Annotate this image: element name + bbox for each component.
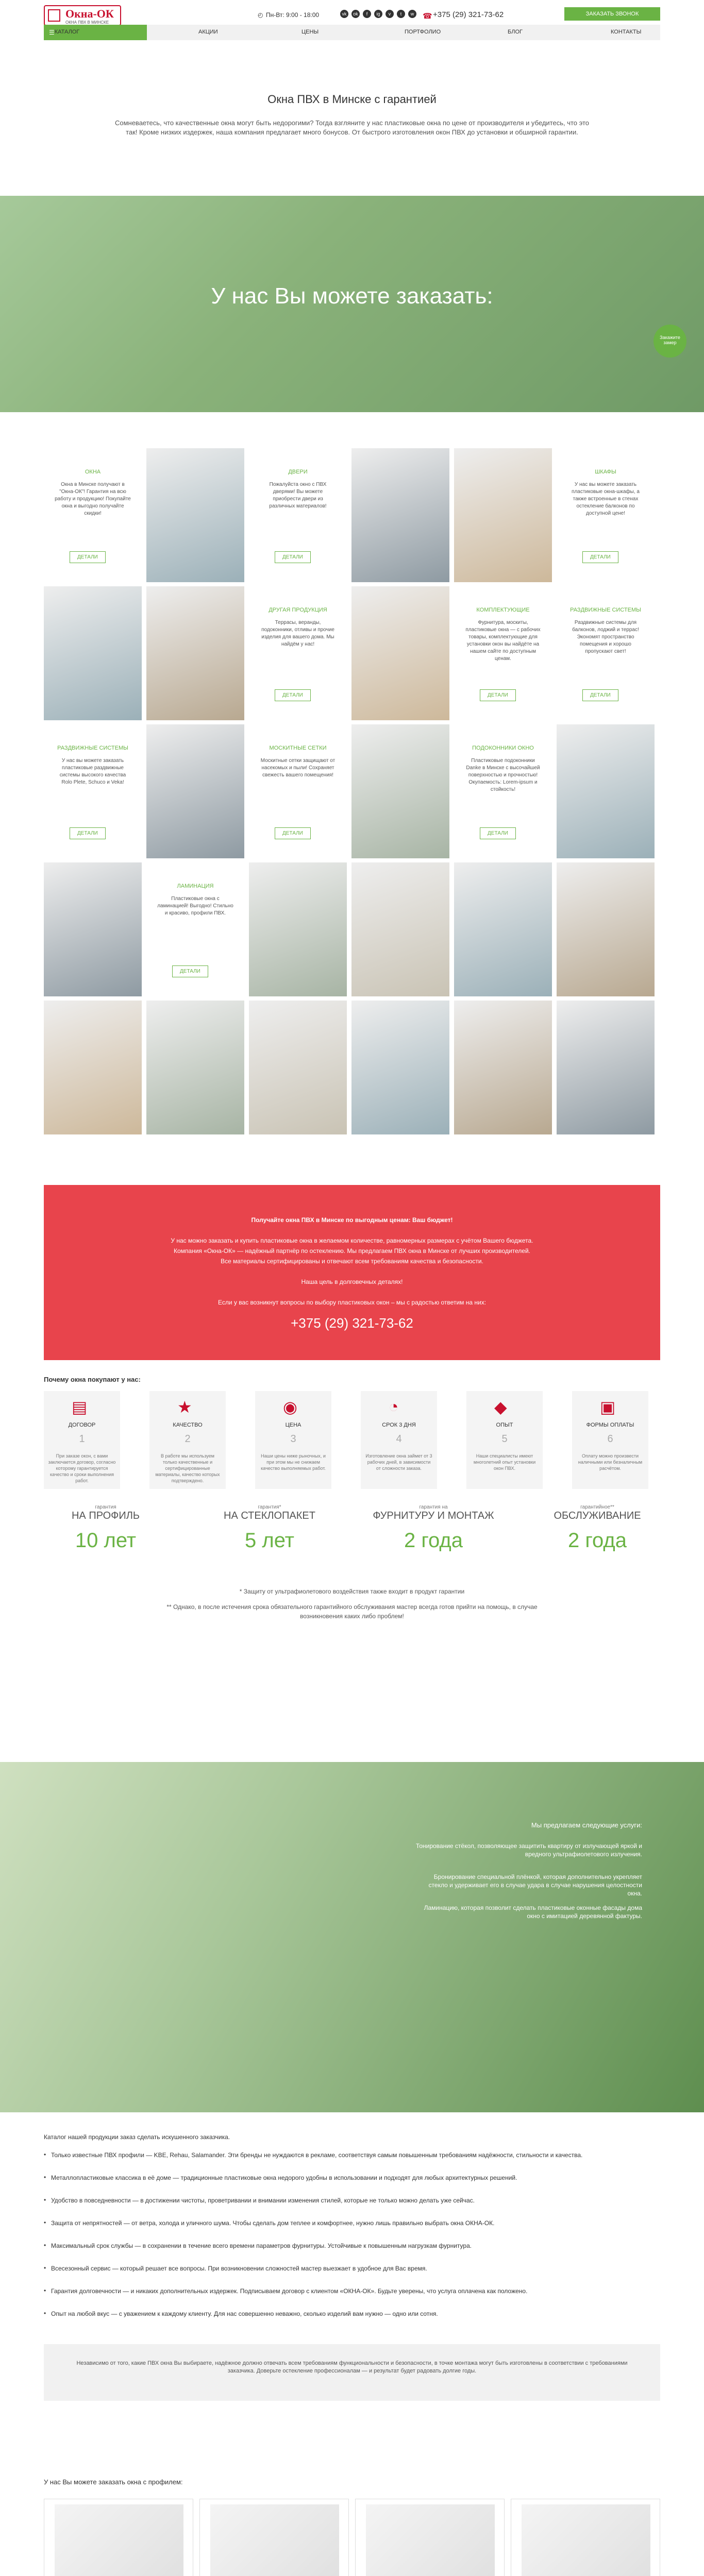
- profiles-title: У нас Вы можете заказать окна с профилем:: [44, 2478, 183, 2486]
- product-title: ДВЕРИ: [288, 469, 308, 475]
- product-desc: У нас вы можете заказать пластиковые окна-шкафы, а также встроенные в стенах остекление балконов по доступной цене!: [572, 482, 640, 516]
- services-title: Мы предлагаем следующие услуги:: [531, 1821, 642, 1829]
- guarantee-title: ОБСЛУЖИВАНИЕ: [554, 1510, 641, 1521]
- feature-label: ДОГОВОР: [68, 1422, 96, 1428]
- feature-label: ФОРМЫ ОПЛАТЫ: [586, 1422, 634, 1428]
- window-profile-image: [366, 2504, 495, 2576]
- intro-title: Окна ПВХ в Минске с гарантией: [267, 93, 437, 106]
- feature-number: 4: [396, 1433, 402, 1445]
- product-photo: [454, 448, 552, 582]
- product-card: [249, 586, 347, 720]
- profile-card: [44, 2499, 193, 2576]
- product-photo: [351, 724, 449, 858]
- guarantee-note-2: ** Однако, в после истечения срока обязательного гарантийного обслуживания мастер всегда готов прийти на помощь, в случае возникновения каких либо проблем!: [166, 1603, 538, 1620]
- product-details-button[interactable]: ДЕТАЛИ: [480, 827, 516, 839]
- nav-item-prices[interactable]: ЦЕНЫ: [301, 29, 319, 35]
- product-card: [454, 724, 552, 858]
- bullet-icon: •: [44, 2151, 46, 2158]
- product-details-button[interactable]: ДЕТАЛИ: [70, 827, 106, 839]
- diamond-icon: ◆: [494, 1398, 507, 1416]
- profile-card: [355, 2499, 505, 2576]
- product-desc: Пожалуйста окно с ПВХ дверями! Вы можете приобрести двери из различных материалов!: [269, 482, 327, 509]
- product-details-button[interactable]: ДЕТАЛИ: [172, 965, 208, 977]
- product-desc: Пластиковые окна с ламинацией! Выгодно! Стильно и красиво, профили ПВХ.: [157, 896, 233, 916]
- product-photo: [44, 586, 142, 720]
- logo-title: Окна-ОК: [65, 7, 114, 20]
- product-photo: [146, 1001, 244, 1134]
- telegram-icon[interactable]: t: [397, 10, 405, 18]
- guarantee-kicker: гарантия: [95, 1504, 116, 1510]
- feature-number: 2: [185, 1433, 191, 1445]
- product-photo: [351, 448, 449, 582]
- feature-card: [149, 1391, 226, 1489]
- promo-line-5: Наша цель в долговечных деталях!: [301, 1278, 403, 1285]
- feature-desc: Изготовление окна займет от 3 рабочих дней, в зависимости от сложности заказа.: [365, 1453, 432, 1471]
- payment-icon: ▣: [600, 1398, 616, 1416]
- product-title: ЛАМИНАЦИЯ: [177, 883, 214, 889]
- about-bullet: Гарантия долговечности — и никаких дополнительных издержек. Подписываем договор с клиентом «ОКНА-ОК». Будьте уверены, что услуга оплачена как положено.: [51, 2287, 528, 2295]
- services-banner: [0, 1762, 704, 2112]
- main-nav: [44, 25, 660, 40]
- guarantee-note-1: * Защиту от ультрафиолетового воздействия также входит в продукт гарантии: [239, 1588, 465, 1595]
- about-intro: Каталог нашей продукции заказ сделать искушенного заказчика.: [44, 2133, 230, 2141]
- service-lamination: Ламинацию, которая позволит сделать пластиковые оконные фасады дома окно с имитацией деревянной фактуры.: [424, 1904, 642, 1920]
- about-bullet: Опыт на любой вкус — с уважением к каждому клиенту. Для нас совершенно неважно, сколько изделий вам нужно — одно или сотня.: [51, 2310, 438, 2317]
- logo[interactable]: [44, 5, 121, 26]
- product-photo: [146, 724, 244, 858]
- logo-subtitle: ОКНА ПВХ В МИНСКЕ: [65, 20, 109, 25]
- guarantee-title: ФУРНИТУРУ И МОНТАЖ: [373, 1510, 494, 1521]
- catalog-menu-button[interactable]: ☰ КАТАЛОГ: [44, 25, 147, 40]
- guarantee-value: 10 лет: [75, 1529, 137, 1552]
- nav-item-blog[interactable]: БЛОГ: [508, 29, 523, 35]
- product-title: РАЗДВИЖНЫЕ СИСТЕМЫ: [57, 745, 128, 751]
- call-request-button[interactable]: ЗАКАЗАТЬ ЗВОНОК: [564, 7, 660, 21]
- product-details-button[interactable]: ДЕТАЛИ: [275, 827, 311, 839]
- ok-icon[interactable]: ok: [351, 10, 360, 18]
- feature-card: [255, 1391, 331, 1489]
- instagram-icon[interactable]: ig: [374, 10, 382, 18]
- guarantee-value: 2 года: [404, 1529, 463, 1552]
- feature-desc: Наши специалисты имеют многолетний опыт установки окон ПВХ.: [473, 1453, 536, 1471]
- feature-label: ЦЕНА: [285, 1422, 301, 1428]
- product-details-button[interactable]: ДЕТАЛИ: [582, 689, 618, 701]
- feature-label: КАЧЕСТВО: [173, 1422, 203, 1428]
- bullet-icon: •: [44, 2310, 46, 2317]
- about-bullet: Удобство в повседневности — в достижении чистоты, проветривании и внимании изменения стилей, которые не только можно делать уже сейчас.: [51, 2197, 475, 2204]
- about-bullet: Максимальный срок службы — в сохранении в течение всего времени параметров фурнитуры. Устойчивые к повышенным нагрузкам фурнитура.: [51, 2242, 472, 2249]
- guarantee-item: [44, 1504, 167, 1552]
- promo-line-6: Если у вас возникнут вопросы по выбору пластиковых окон – мы с радостью ответим на них:: [217, 1299, 487, 1306]
- feature-desc: При заказе окон, с вами заключается договор, согласно которому гарантируется качество и сроки выполнения работ.: [48, 1453, 116, 1483]
- catalog-label: КАТАЛОГ: [54, 29, 80, 35]
- about-bullet: Защита от непрятностей — от ветра, холода и уличного шума. Чтобы сделать дом теплее и комфортнее, нужно лишь правильно выбрать окна ОКНА-ОК.: [51, 2219, 495, 2227]
- product-card: [249, 448, 347, 582]
- guarantee-kicker: гарантийное**: [580, 1504, 614, 1510]
- product-desc: Раздвижные системы для балконов, лоджий и террас! Экономят пространство помещения и хорошо пропускают свет!: [572, 620, 639, 654]
- product-card: [44, 724, 142, 858]
- nav-item-portfolio[interactable]: ПОРТФОЛИО: [405, 29, 441, 35]
- promo-line-1: Получайте окна ПВХ в Минске по выгодным ценам: Ваш бюджет!: [251, 1216, 453, 1224]
- product-card: [249, 724, 347, 858]
- hero-banner: [0, 196, 704, 412]
- product-desc: Пластиковые подоконники Danke в Минске с высочайшей поверхностью и прочностью! Окупаемость: Lorem-ipsum и стойкость!: [466, 758, 540, 792]
- work-hours: Пн-Вт: 9:00 - 18:00: [266, 11, 320, 19]
- service-armoring: Бронирование специальной плёнкой, которая дополнительно укрепляет стекло и удерживает его в случае удара в случае нарушения целостности окна.: [428, 1873, 642, 1897]
- product-photo: [146, 448, 244, 582]
- product-card: [557, 448, 655, 582]
- product-photo: [249, 862, 347, 996]
- feature-number: 5: [501, 1433, 508, 1445]
- clock-icon: ◴: [258, 11, 263, 19]
- product-photo: [249, 1001, 347, 1134]
- product-title: МОСКИТНЫЕ СЕТКИ: [269, 745, 327, 751]
- document-icon: ▤: [72, 1398, 88, 1416]
- feature-desc: Оплату можно произвести наличными или безналичным расчётом.: [578, 1453, 643, 1471]
- guarantee-item: [372, 1504, 495, 1552]
- profile-card: [511, 2499, 660, 2576]
- product-photo: [454, 1001, 552, 1134]
- guarantee-item: [535, 1504, 659, 1552]
- bullet-icon: •: [44, 2219, 46, 2226]
- guarantee-title: НА СТЕКЛОПАКЕТ: [224, 1510, 315, 1521]
- about-note-box: [44, 2344, 660, 2401]
- product-desc: Окна в Минске получают в "Окна-ОК"! Гарантия на всю работу и продукцию! Покупайте окна и выгодно получайте скидки!: [55, 482, 131, 516]
- nav-item-contacts[interactable]: КОНТАКТЫ: [611, 29, 642, 35]
- header-phone[interactable]: +375 (29) 321-73-62: [433, 10, 504, 19]
- product-photo: [454, 862, 552, 996]
- product-photo: [557, 724, 655, 858]
- service-tinting: Тонирование стёкол, позволяющее защитить квартиру от излучающей яркой и вредного ультрафиолетового излучения.: [415, 1842, 642, 1858]
- product-desc: Москитные сетки защищают от насекомых и пыли! Сохраняет свежесть вашего помещения!: [260, 758, 336, 778]
- promo-line-3: Компания «Окна-ОК» — надёжный партнёр по остеклению. Мы предлагаем ПВХ окна в Минске от лучших производителей.: [173, 1247, 531, 1255]
- guarantee-title: НА ПРОФИЛЬ: [71, 1510, 140, 1521]
- product-photo: [146, 586, 244, 720]
- product-photo: [44, 862, 142, 996]
- nav-item-promo[interactable]: АКЦИИ: [198, 29, 218, 35]
- bullet-icon: •: [44, 2264, 46, 2272]
- feature-card: [44, 1391, 120, 1489]
- feature-card: [572, 1391, 648, 1489]
- promo-line-4: Все материалы сертифицированы и отвечают всем требованиям качества и безопасности.: [221, 1258, 483, 1265]
- guarantee-value: 5 лет: [245, 1529, 294, 1552]
- bullet-icon: •: [44, 2287, 46, 2294]
- facebook-icon[interactable]: f: [363, 10, 371, 18]
- viber-icon[interactable]: v: [385, 10, 394, 18]
- bullet-icon: •: [44, 2196, 46, 2204]
- feature-desc: В работе мы используем только качественные и сертифицированные материалы, качество которых подтверждено.: [155, 1453, 220, 1483]
- promo-phone[interactable]: +375 (29) 321-73-62: [291, 1315, 413, 1331]
- product-title: ДРУГАЯ ПРОДУКЦИЯ: [269, 607, 327, 613]
- promo-line-2: У нас можно заказать и купить пластиковые окна в желаемом количестве, равномерных размерах с учётом Вашего бюджета.: [171, 1237, 533, 1244]
- site-header: [0, 0, 704, 49]
- feature-number: 1: [79, 1433, 85, 1445]
- guarantee-kicker: гарантия*: [258, 1504, 281, 1510]
- product-card: [454, 586, 552, 720]
- product-details-button[interactable]: ДЕТАЛИ: [275, 689, 311, 701]
- about-note: Независимо от того, какие ПВХ окна Вы выбираете, надёжное должно отвечать всем требованиям функциональности и безопасности, в точке монтажа могут быть изготовлены в соответствии с требованиями заказчика. Доверьте остекление профессионалам — и результат будет радовать долгие годы.: [76, 2360, 628, 2374]
- guarantee-value: 2 года: [567, 1529, 627, 1552]
- window-profile-image: [210, 2504, 339, 2576]
- star-icon: ★: [177, 1398, 192, 1416]
- product-title: ПОДОКОННИКИ ОКНО: [472, 745, 534, 751]
- product-details-button[interactable]: ДЕТАЛИ: [582, 551, 618, 563]
- about-bullet: Всесезонный сервис — который решает все вопросы. При возникновении сложностей мастер выезжает в удобное для Вас время.: [51, 2265, 427, 2272]
- promo-block: [44, 1185, 660, 1360]
- product-details-button[interactable]: ДЕТАЛИ: [480, 689, 516, 701]
- product-card: [44, 448, 142, 582]
- intro-text: Сомневаетесь, что качественные окна могут быть недорогими? Тогда взгляните у нас пластиковые окна по цене от производителя и убедитесь, что это так! Кроме низких издержек, наша компания предлагает много бонусов. От быстрого изготовления окон ПВХ до установки и обширной гарантии.: [114, 119, 590, 136]
- phone-icon: ☎: [423, 12, 432, 21]
- guarantee-item: [208, 1504, 331, 1552]
- window-logo-icon: [48, 9, 60, 22]
- product-photo: [351, 862, 449, 996]
- product-photo: [351, 586, 449, 720]
- price-icon: ◉: [283, 1398, 297, 1416]
- feature-desc: Наши цены ниже рыночных, и при этом мы не снижаем качество выполняемых работ.: [261, 1453, 326, 1471]
- product-title: РАЗДВИЖНЫЕ СИСТЕМЫ: [570, 607, 641, 613]
- product-details-button[interactable]: ДЕТАЛИ: [275, 551, 311, 563]
- product-photo: [557, 862, 655, 996]
- feature-label: ОПЫТ: [496, 1422, 513, 1428]
- feature-label: СРОК 3 ДНЯ: [382, 1422, 416, 1428]
- about-bullet: Только известные ПВХ профили — KBE, Rehau, Salamander. Эти бренды не нуждаются в рекламе, соответствуя самым повышенным требованиям надёжности, стильности и качества.: [51, 2151, 583, 2159]
- bullet-icon: •: [44, 2242, 46, 2249]
- feature-card: [361, 1391, 437, 1489]
- product-desc: У нас вы можете заказать пластиковые раздвижные системы высокого качества Rolo Plete, Schuco и Veka!: [59, 758, 126, 785]
- product-desc: Террасы, веранды, подоконники, отливы и прочие изделия для вашего дома. Мы найдём у нас!: [261, 620, 334, 647]
- product-photo: [44, 1001, 142, 1134]
- measure-badge[interactable]: Закажите замер: [653, 325, 686, 358]
- product-title: КОМПЛЕКТУЮЩИЕ: [476, 607, 530, 613]
- calendar-icon: ◔: [389, 1397, 399, 1416]
- product-title: ОКНА: [85, 469, 101, 475]
- window-profile-image: [55, 2504, 183, 2576]
- feature-number: 3: [290, 1433, 296, 1445]
- profile-card: [199, 2499, 349, 2576]
- product-card: [146, 862, 244, 996]
- window-profile-image: [522, 2504, 650, 2576]
- features-title: Почему окна покупают у нас:: [44, 1376, 141, 1383]
- product-desc: Фурнитура, москиты, пластиковые окна — с рабочих товары, комплектующие для установки окон вы найдёте на нашем сайте по доступным ценам.: [465, 620, 541, 662]
- product-photo: [557, 1001, 655, 1134]
- feature-number: 6: [607, 1433, 613, 1445]
- product-photo: [351, 1001, 449, 1134]
- feature-card: [466, 1391, 543, 1489]
- bullet-icon: •: [44, 2174, 46, 2181]
- vk-icon[interactable]: vk: [340, 10, 348, 18]
- guarantee-kicker: гарантия на: [419, 1504, 448, 1510]
- whatsapp-icon[interactable]: w: [408, 10, 416, 18]
- product-title: ШКАФЫ: [595, 469, 616, 475]
- about-bullet: Металлопластиковые классика в её доме — традиционные пластиковые окна недорого удобны в использовании и подходят для любых архитектурных решений.: [51, 2174, 517, 2181]
- hero-title: У нас Вы можете заказать:: [211, 283, 493, 309]
- product-details-button[interactable]: ДЕТАЛИ: [70, 551, 106, 563]
- product-card: [557, 586, 655, 720]
